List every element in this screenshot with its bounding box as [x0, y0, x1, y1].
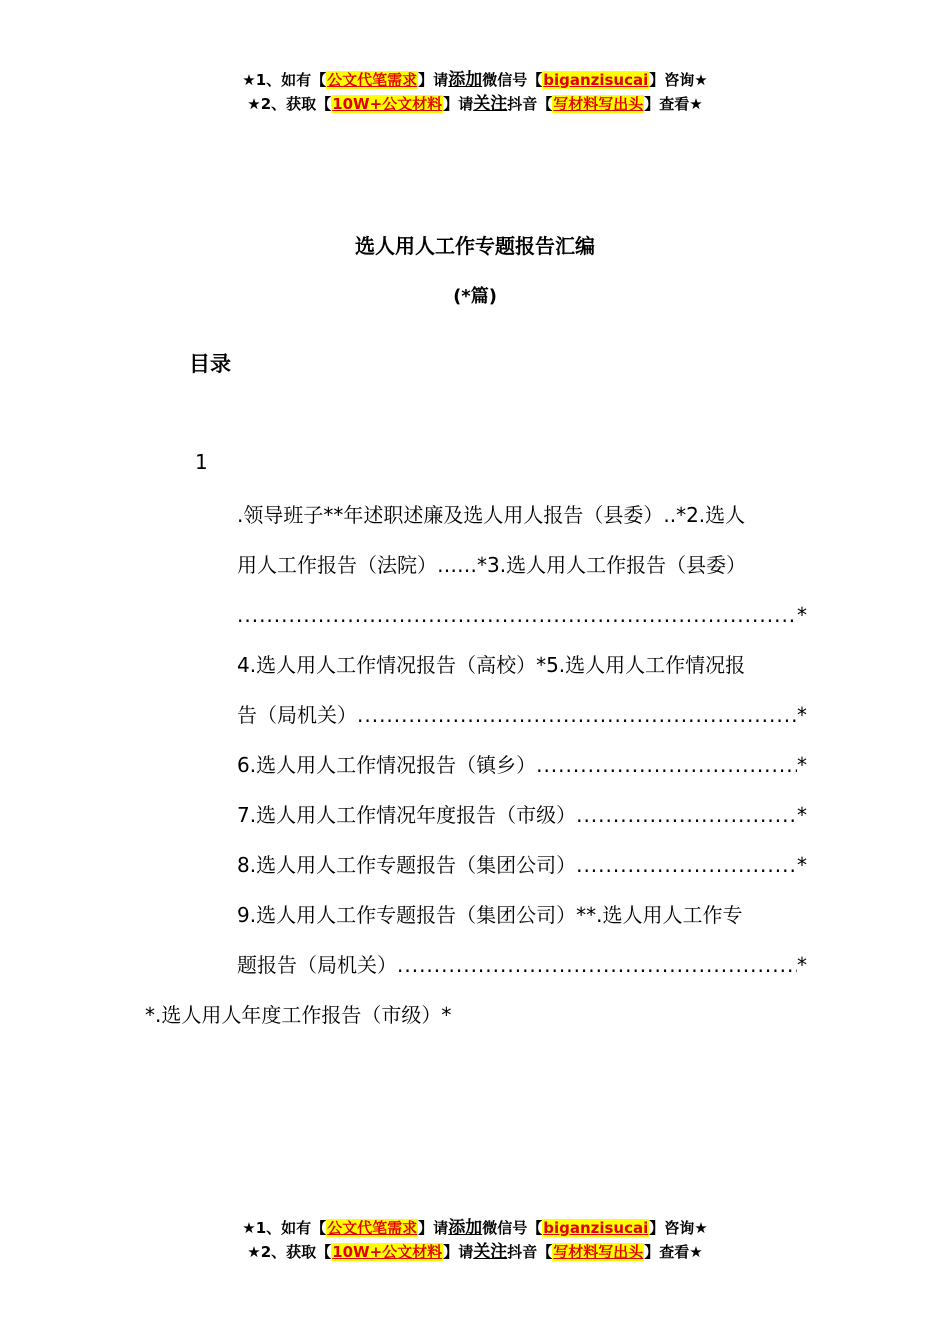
dot-leader: [397, 940, 797, 990]
promo-text: 】查看★: [644, 1243, 703, 1261]
promo-text: 】请: [418, 71, 449, 89]
toc-page-number: *: [797, 953, 807, 977]
promo-text: 】请: [443, 95, 474, 113]
toc-line: [237, 940, 807, 990]
document-title: 选人用人工作专题报告汇编: [355, 234, 595, 258]
toc-line: 4.选人用人工作情况报告（高校）*5.选人用人工作情况报: [237, 653, 746, 677]
promo-emphasis: 关注: [473, 94, 508, 114]
toc-number: 1: [195, 450, 208, 474]
dot-leader: [536, 740, 797, 790]
promo-banner-top: [0, 68, 950, 116]
dot-leader: [576, 790, 797, 840]
toc-entry-text: 8.选人用人工作专题报告（集团公司）: [237, 853, 577, 877]
promo-text: ★2、获取【: [247, 1243, 332, 1261]
table-of-contents: [237, 490, 807, 990]
promo-highlight: 10W+公文材料: [332, 1243, 443, 1261]
toc-line: 9.选人用人工作专题报告（集团公司）**.选人用人工作专: [237, 903, 743, 927]
douyin-id-highlight: 写材料写出头: [553, 1243, 644, 1261]
promo-text: 】咨询★: [649, 1219, 708, 1237]
douyin-id-highlight: 写材料写出头: [553, 95, 644, 113]
promo-text: 微信号【: [482, 1219, 543, 1237]
promo-banner-bottom: [0, 1216, 950, 1264]
promo-line-2: [0, 92, 950, 116]
promo-highlight: 公文代笔需求: [327, 1219, 418, 1237]
promo-line-2: [0, 1240, 950, 1264]
toc-line: [237, 590, 807, 640]
toc-line: 用人工作报告（法院）……*3.选人用人工作报告（县委）: [237, 553, 747, 577]
promo-emphasis: 关注: [473, 1242, 508, 1262]
toc-heading: 目录: [189, 352, 231, 376]
promo-text: 微信号【: [482, 71, 543, 89]
promo-text: 】查看★: [644, 95, 703, 113]
toc-page-number: *: [797, 753, 807, 777]
dot-leader: [357, 690, 797, 740]
promo-text: 】请: [443, 1243, 474, 1261]
toc-entry-text: 题报告（局机关）: [237, 953, 397, 977]
wechat-id-highlight: biganzisucai: [543, 1219, 649, 1237]
promo-emphasis: 添加: [448, 70, 483, 90]
promo-line-1: [0, 68, 950, 92]
wechat-id-highlight: biganzisucai: [543, 71, 649, 89]
toc-entry-text: 6.选人用人工作情况报告（镇乡）: [237, 753, 537, 777]
promo-text: 抖音【: [507, 1243, 553, 1261]
toc-page-number: *: [797, 603, 807, 627]
promo-text: ★2、获取【: [247, 95, 332, 113]
promo-line-1: [0, 1216, 950, 1240]
promo-text: 】请: [418, 1219, 449, 1237]
promo-text: ★1、如有【: [242, 1219, 327, 1237]
promo-text: 】咨询★: [649, 71, 708, 89]
toc-page-number: *: [797, 703, 807, 727]
toc-line: [237, 740, 807, 790]
dot-leader: [237, 590, 797, 640]
document-subtitle: (*篇): [453, 286, 497, 307]
toc-page-number: *: [797, 803, 807, 827]
promo-highlight: 公文代笔需求: [327, 71, 418, 89]
promo-text: ★1、如有【: [242, 71, 327, 89]
toc-line: [237, 790, 807, 840]
toc-last-entry: *.选人用人年度工作报告（市级）*: [145, 1003, 452, 1027]
dot-leader: [576, 840, 797, 890]
promo-highlight: 10W+公文材料: [332, 95, 443, 113]
toc-line: [237, 690, 807, 740]
toc-page-number: *: [797, 853, 807, 877]
toc-line: .领导班子**年述职述廉及选人用人报告（县委）..*2.选人: [237, 503, 746, 527]
toc-line: [237, 840, 807, 890]
toc-entry-text: 告（局机关）: [237, 703, 357, 727]
toc-entry-text: 7.选人用人工作情况年度报告（市级）: [237, 803, 577, 827]
promo-text: 抖音【: [507, 95, 553, 113]
promo-emphasis: 添加: [448, 1218, 483, 1238]
